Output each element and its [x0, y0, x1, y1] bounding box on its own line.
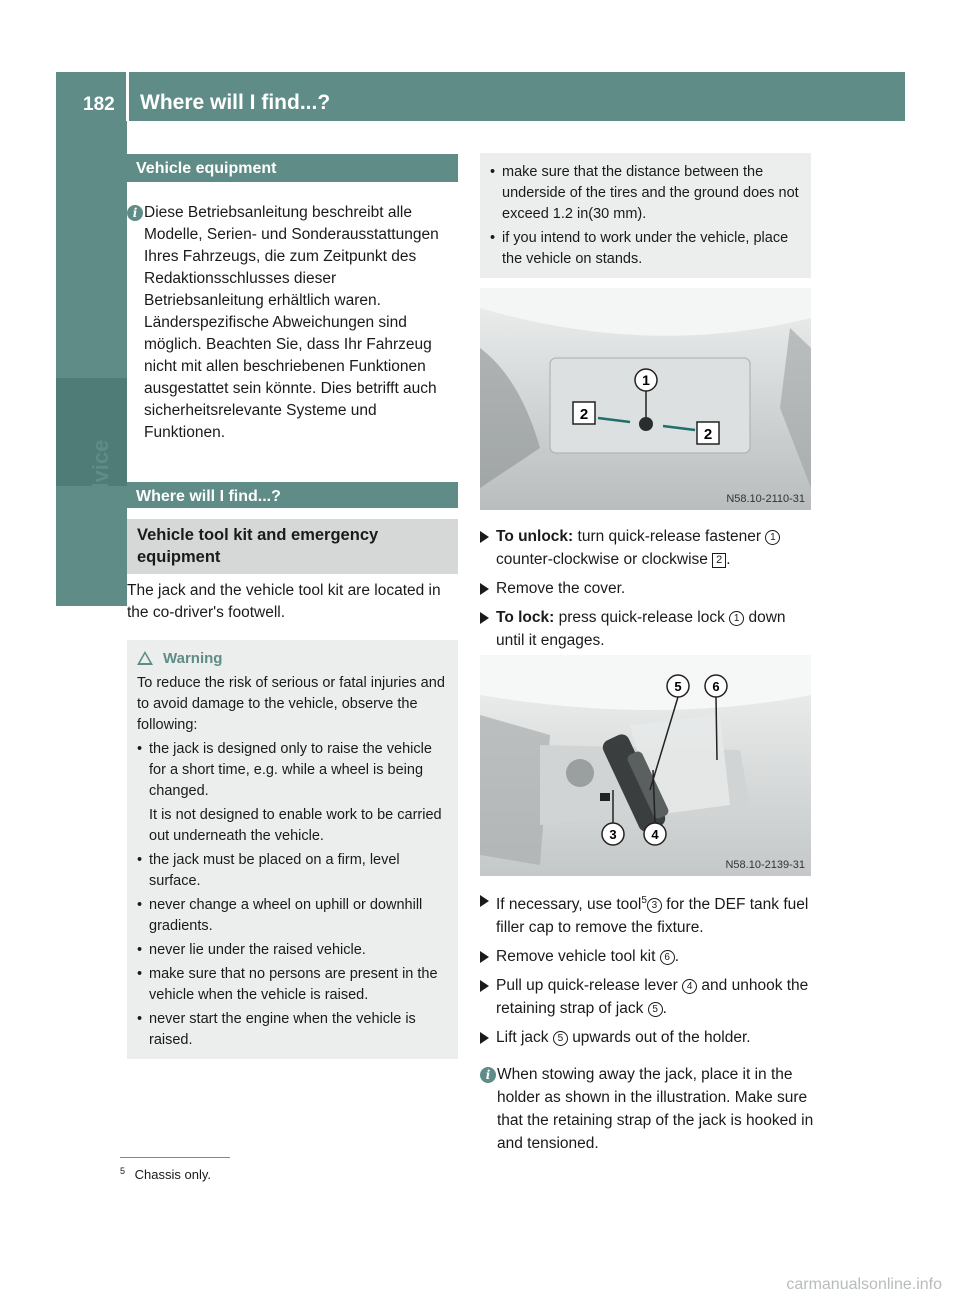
footnote-text: Chassis only.	[134, 1167, 211, 1183]
marker-6: 6	[660, 950, 675, 965]
footnote-ref: 5	[641, 895, 647, 906]
info-icon: i	[127, 205, 143, 221]
step-arrow-icon	[480, 895, 489, 907]
callout-6: 6	[712, 679, 720, 694]
step-pull-lever: Pull up quick-release lever 4 and unhook the retaining strap of jack 5 .	[480, 974, 815, 1020]
warning-bullet: • the jack is designed only to raise the vehicle for a short time, e.g. while a wheel is being changed.	[137, 739, 448, 802]
info-note-stowing	[480, 1063, 815, 1155]
marker-3: 3	[647, 898, 662, 913]
marker-1: 1	[765, 530, 780, 545]
tool-kit-text: The jack and the vehicle tool kit are located in the co-driver's footwell.	[127, 582, 441, 621]
running-title: Where will I find...?	[140, 91, 331, 114]
callout-2-left: 2	[579, 406, 589, 423]
info-text: Diese Betriebsanleitung beschreibt alle Modelle, Serien- und Sonderausstattungen Ihres Fahrzeugs, die zum Zeitpunkt des Redaktionsschlusses dieser Betriebsanleitung erhältlich waren. Länderspezifische Abweichungen sind möglich. Beachten Sie, dass Ihr Fahrzeug nicht mit allen beschriebenen Funktionen ausgestattet sein könnte. Dies betrifft auch sicherheitsrelevante Systeme und Funktionen.	[144, 204, 439, 441]
callout-5: 5	[674, 679, 682, 694]
info-icon: i	[480, 1067, 496, 1083]
page-number: 182	[83, 94, 115, 115]
warning-bullet: • if you intend to work under the vehicle, place the vehicle on stands.	[490, 228, 801, 270]
warning-bullet: • never start the engine when the vehicle is raised.	[137, 1009, 448, 1051]
tool-kit-heading: Vehicle tool kit and emergency equipment	[127, 519, 458, 574]
step-lift-jack: Lift jack 5 upwards out of the holder.	[480, 1026, 815, 1049]
figure-code: N58.10-2110-31	[726, 493, 805, 505]
step-remove-cover: Remove the cover.	[480, 577, 815, 600]
where-heading: Where will I find...?	[127, 482, 458, 508]
step-label: To unlock:	[496, 528, 574, 545]
callout-1: 1	[642, 372, 650, 388]
figure-tool-kit-drawing	[480, 655, 811, 876]
footnote-number: 5	[120, 1166, 126, 1176]
marker-5: 5	[648, 1002, 663, 1017]
steps-unlock	[480, 525, 815, 658]
warning-icon	[137, 651, 153, 665]
warning-title-row	[137, 648, 448, 669]
step-arrow-icon	[480, 583, 489, 595]
info-note	[127, 202, 458, 444]
warning-intro: To reduce the risk of serious or fatal injuries and to avoid damage to the vehicle, observe the following:	[137, 675, 445, 733]
step-unlock: To unlock: turn quick-release fastener 1 counter-clockwise or clockwise 2 .	[480, 525, 815, 571]
watermark: carmanualsonline.info	[786, 1276, 942, 1293]
figure-fastener	[480, 288, 811, 510]
step-arrow-icon	[480, 980, 489, 992]
warning-title: Warning	[163, 650, 223, 667]
warning-bullet: • never change a wheel on uphill or downhill gradients.	[137, 895, 448, 937]
right-column	[480, 153, 811, 278]
steps-tool-kit	[480, 889, 815, 1155]
step-label: To lock:	[496, 609, 555, 626]
warning-bullet-sub: It is not designed to enable work to be carried out underneath the vehicle.	[149, 807, 442, 844]
warning-bullet: • the jack must be placed on a firm, level surface.	[137, 850, 448, 892]
marker-2: 2	[712, 553, 726, 568]
callout-2-right: 2	[703, 426, 713, 443]
callout-4: 4	[651, 827, 659, 842]
left-column	[127, 154, 458, 1059]
marker-4: 4	[682, 979, 697, 994]
step-arrow-icon	[480, 951, 489, 963]
footnote-rule	[120, 1157, 230, 1158]
step-arrow-icon	[480, 612, 489, 624]
marker-1: 1	[729, 611, 744, 626]
step-arrow-icon	[480, 531, 489, 543]
figure-tool-kit	[480, 655, 811, 876]
step-use-tool: If necessary, use tool$^5$ 3 for the DEF tank fuel filler cap to remove the fixture.	[480, 889, 815, 939]
info-text: When stowing away the jack, place it in the holder as shown in the illustration. Make sure that the retaining strap of the jack is hooked in and tensioned.	[497, 1066, 814, 1153]
warning-continuation	[480, 153, 811, 278]
figure-code: N58.10-2139-31	[725, 859, 805, 871]
step-lock: To lock: press quick-release lock 1 down until it engages.	[480, 606, 815, 652]
warning-box	[127, 640, 458, 1059]
footnote	[120, 1166, 211, 1182]
warning-bullet: • make sure that the distance between the underside of the tires and the ground does not exceed 1.2 in(30 mm).	[490, 162, 801, 225]
warning-bullet: • make sure that no persons are present in the vehicle when the vehicle is raised.	[137, 964, 448, 1006]
vehicle-equipment-heading: Vehicle equipment	[127, 154, 458, 182]
callout-3: 3	[609, 827, 617, 842]
header-separator	[126, 72, 129, 121]
warning-bullet: • never lie under the raised vehicle.	[137, 940, 448, 961]
figure-fastener-drawing	[480, 288, 811, 510]
sidebar-section-label: Practical advice	[88, 439, 113, 606]
step-arrow-icon	[480, 1032, 489, 1044]
marker-5: 5	[553, 1031, 568, 1046]
step-remove-tool-kit: Remove vehicle tool kit 6 .	[480, 945, 815, 968]
